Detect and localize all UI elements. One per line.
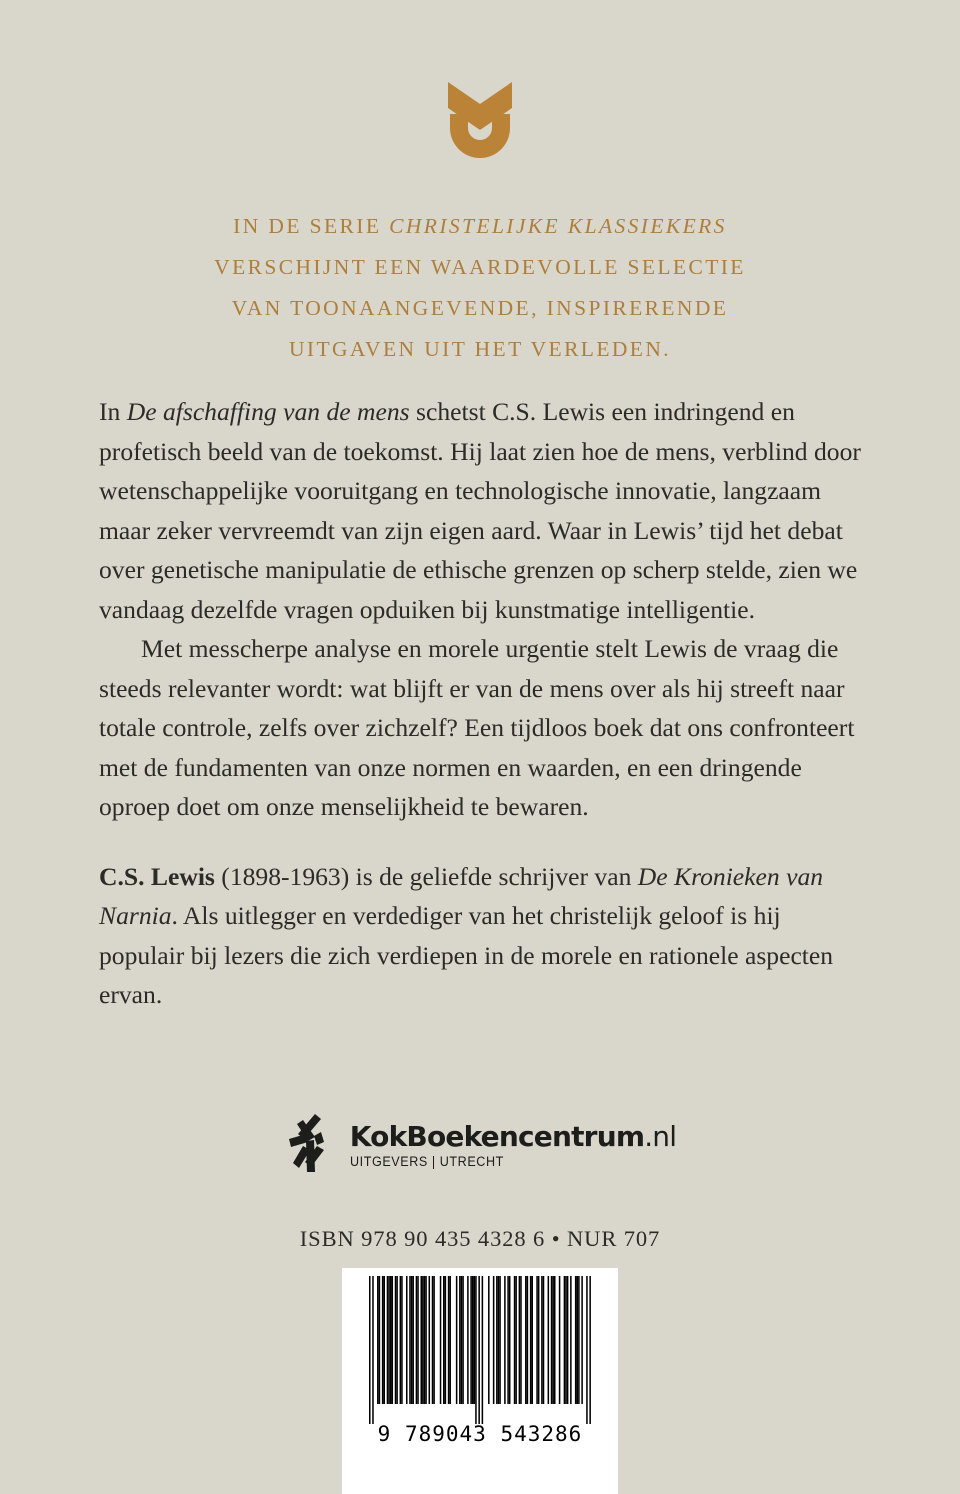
- series-blurb-line-2: VERSCHIJNT EEN WAARDEVOLLE SELECTIE: [214, 255, 746, 279]
- blurb-paragraph-1: [99, 392, 863, 629]
- barcode: [342, 1276, 618, 1446]
- author-name: C.S. Lewis: [99, 861, 215, 891]
- isbn-nur-line: ISBN 978 90 435 4328 6 • NUR 707: [299, 1226, 661, 1251]
- publisher-name-main: KokBoekencentrum: [349, 1120, 645, 1154]
- author-bio-part-1: (1898-1963) is de geliefde schrijver van: [214, 861, 638, 891]
- series-title: CHRISTELIJKE KLASSIEKERS: [389, 214, 727, 238]
- series-monogram: [0, 78, 960, 158]
- publisher-name: [349, 1120, 677, 1154]
- author-bio: [99, 857, 863, 1015]
- author-bio-part-2: . Als uitlegger en verdediger van het christelijk geloof is hij populair bij lezers die zich verdiepen in de morele en rationele aspecten ervan.: [99, 901, 834, 1009]
- series-blurb-line-1: [120, 206, 840, 247]
- back-cover-blurb: [99, 392, 863, 1015]
- barcode-bars: [369, 1276, 591, 1424]
- publisher-logo: [0, 1112, 960, 1179]
- series-blurb-line-3: VAN TOONAANGEVENDE, INSPIRERENDE: [231, 296, 729, 320]
- narnia-title: De Kronieken van Narnia: [99, 861, 824, 930]
- series-blurb-line-4: UITGAVEN UIT HET VERLEDEN.: [288, 337, 672, 361]
- blurb-p1-rest: schetst C.S. Lewis een indringend en profetisch beeld van de toekomst. Hij laat zien hoe de mens, verblind door wetenschappelijke vooruitgang en technologische innovatie, langzaam maar zeker vervreemdt van zijn eigen aard. Waar in Lewis’ tijd het debat over genetische manipulatie de ethische grenzen op scherp stelde, zien we vandaag dezelfde vragen opduiken bij kunstmatige intelligentie.: [99, 397, 861, 624]
- publisher-name-tld: .nl: [644, 1120, 677, 1154]
- book-title: De afschaffing van de mens: [126, 397, 410, 426]
- publisher-subtitle: UITGEVERS | UTRECHT: [349, 1154, 504, 1170]
- publisher-wordmark: [350, 1122, 676, 1169]
- barcode-digits: 9 789043 543286: [377, 1422, 583, 1446]
- barcode-panel: [342, 1268, 618, 1494]
- blurb-paragraph-2: Met messcherpe analyse en morele urgentie stelt Lewis de vraag die steeds relevanter wordt: wat blijft er van de mens over als hij streeft naar totale controle, zelfs over zichzelf? Een tijdloos boek dat ons confronteert met de fundamenten van onze normen en waarden, en een dringende oproep doet om onze menselijkheid te bewaren.: [99, 634, 855, 821]
- series-blurb-line-1-prefix: IN DE SERIE: [233, 214, 390, 238]
- kok-series-monogram-icon: [442, 78, 518, 158]
- blurb-p1-lead: In: [99, 397, 127, 426]
- kokboekencentrum-star-icon: [284, 1112, 336, 1179]
- series-blurb: [120, 206, 840, 370]
